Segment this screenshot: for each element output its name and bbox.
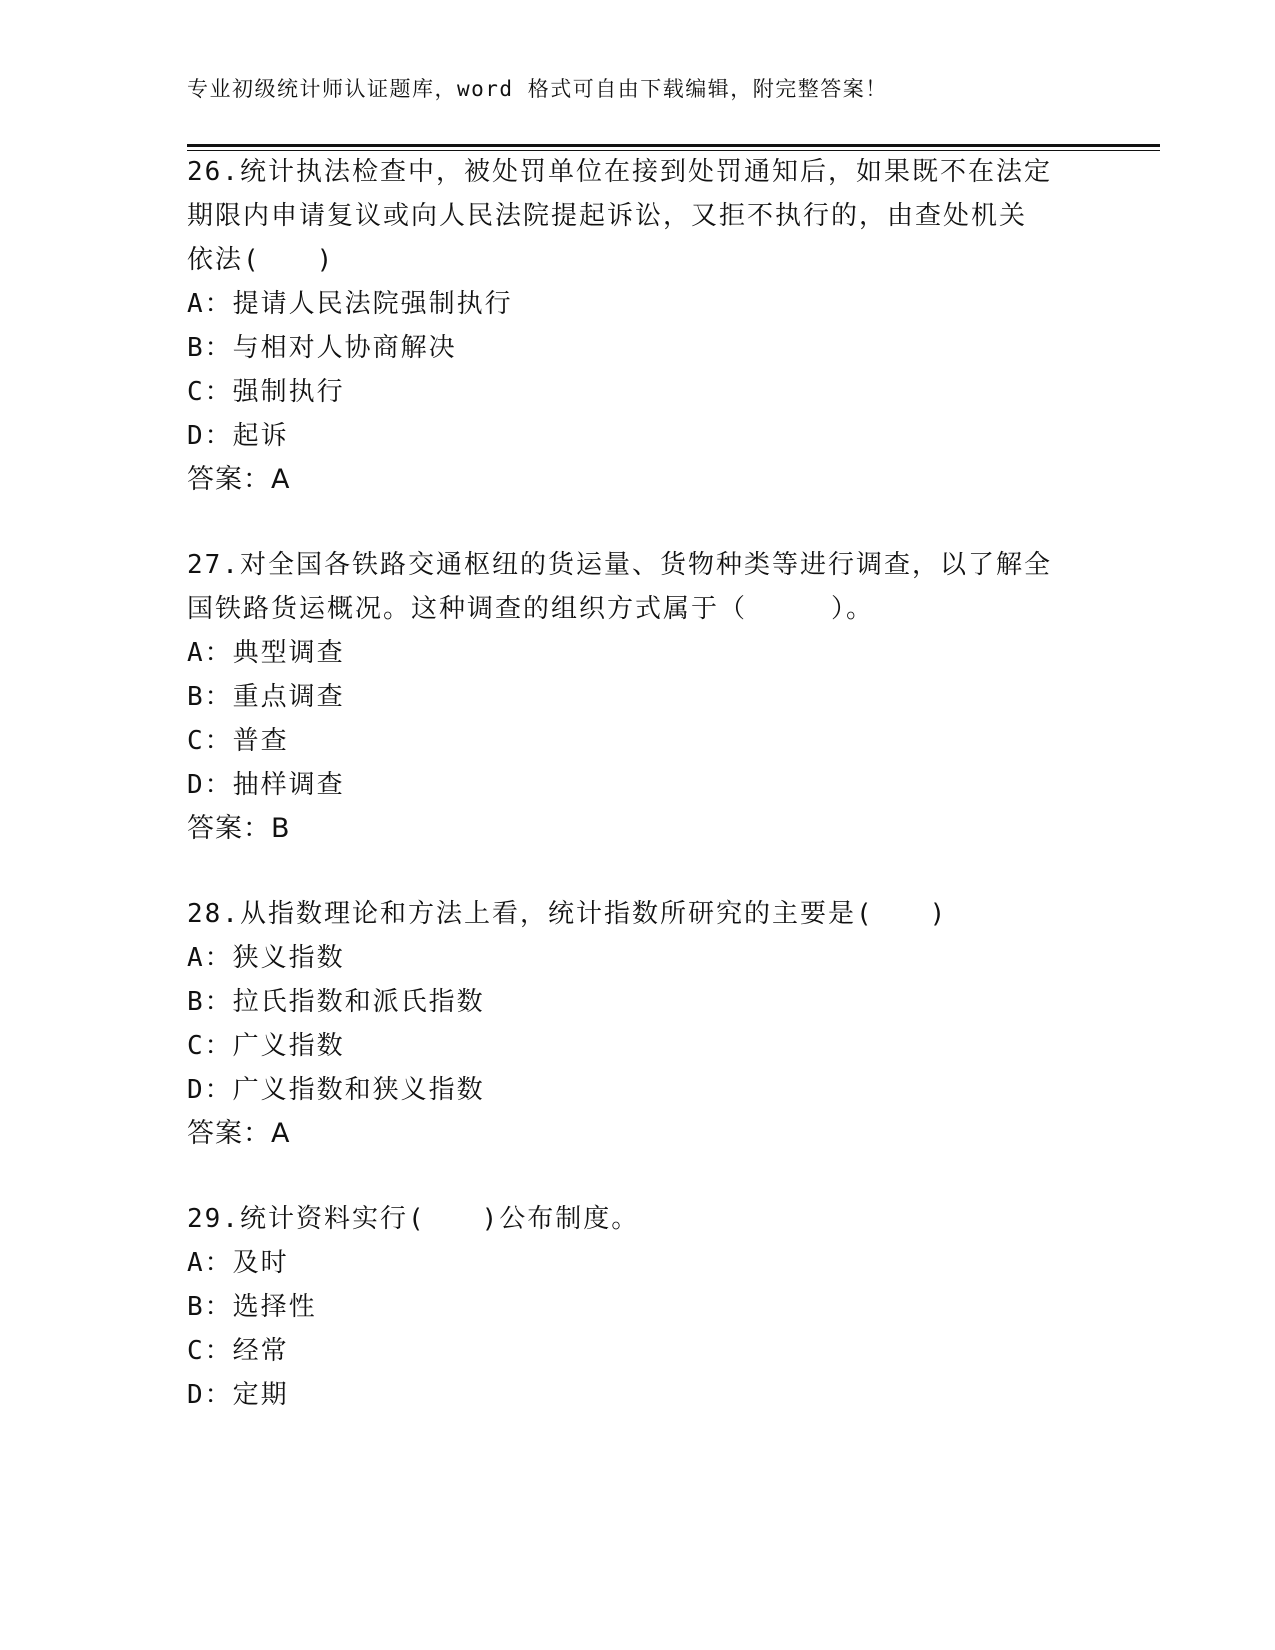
question-29-option-b: B：选择性 bbox=[187, 1292, 317, 1322]
question-26-answer: 答案：A bbox=[187, 464, 291, 495]
question-27-option-b: B：重点调查 bbox=[187, 682, 345, 712]
question-26-stem-line-3: 依法( ) bbox=[187, 245, 335, 275]
question-28-option-d: D：广义指数和狭义指数 bbox=[187, 1075, 485, 1105]
question-28-answer: 答案：A bbox=[187, 1118, 291, 1149]
question-27-option-a: A：典型调查 bbox=[187, 638, 345, 668]
question-29-option-c: C：经常 bbox=[187, 1336, 289, 1366]
question-28-stem-line-1: 28.从指数理论和方法上看，统计指数所研究的主要是( ) bbox=[187, 899, 948, 929]
question-27-stem-line-1: 27.对全国各铁路交通枢纽的货运量、货物种类等进行调查，以了解全 bbox=[187, 550, 1052, 580]
question-27-stem-line-2: 国铁路货运概况。这种调查的组织方式属于（ ）。 bbox=[187, 594, 875, 624]
question-28-option-c: C：广义指数 bbox=[187, 1031, 345, 1061]
question-26-option-a: A：提请人民法院强制执行 bbox=[187, 289, 513, 319]
question-26-option-b: B：与相对人协商解决 bbox=[187, 333, 457, 363]
question-27-answer: 答案：B bbox=[187, 813, 291, 844]
question-29-option-d: D：定期 bbox=[187, 1380, 289, 1410]
question-29-stem-line-1: 29.统计资料实行( )公布制度。 bbox=[187, 1204, 640, 1234]
question-27-option-c: C：普查 bbox=[187, 726, 289, 756]
question-26-stem-line-1: 26.统计执法检查中，被处罚单位在接到处罚通知后，如果既不在法定 bbox=[187, 157, 1052, 187]
document-header: 专业初级统计师认证题库，word 格式可自由下载编辑，附完整答案！ bbox=[187, 77, 888, 101]
question-28-option-a: A：狭义指数 bbox=[187, 943, 345, 973]
question-27-option-d: D：抽样调查 bbox=[187, 770, 345, 800]
question-29-option-a: A：及时 bbox=[187, 1248, 289, 1278]
question-26-stem-line-2: 期限内申请复议或向人民法院提起诉讼，又拒不执行的，由查处机关 bbox=[187, 201, 1028, 231]
header-double-rule bbox=[187, 144, 1160, 151]
question-28-option-b: B：拉氏指数和派氏指数 bbox=[187, 987, 485, 1017]
question-26-option-c: C：强制执行 bbox=[187, 377, 345, 407]
question-26-option-d: D：起诉 bbox=[187, 421, 289, 451]
